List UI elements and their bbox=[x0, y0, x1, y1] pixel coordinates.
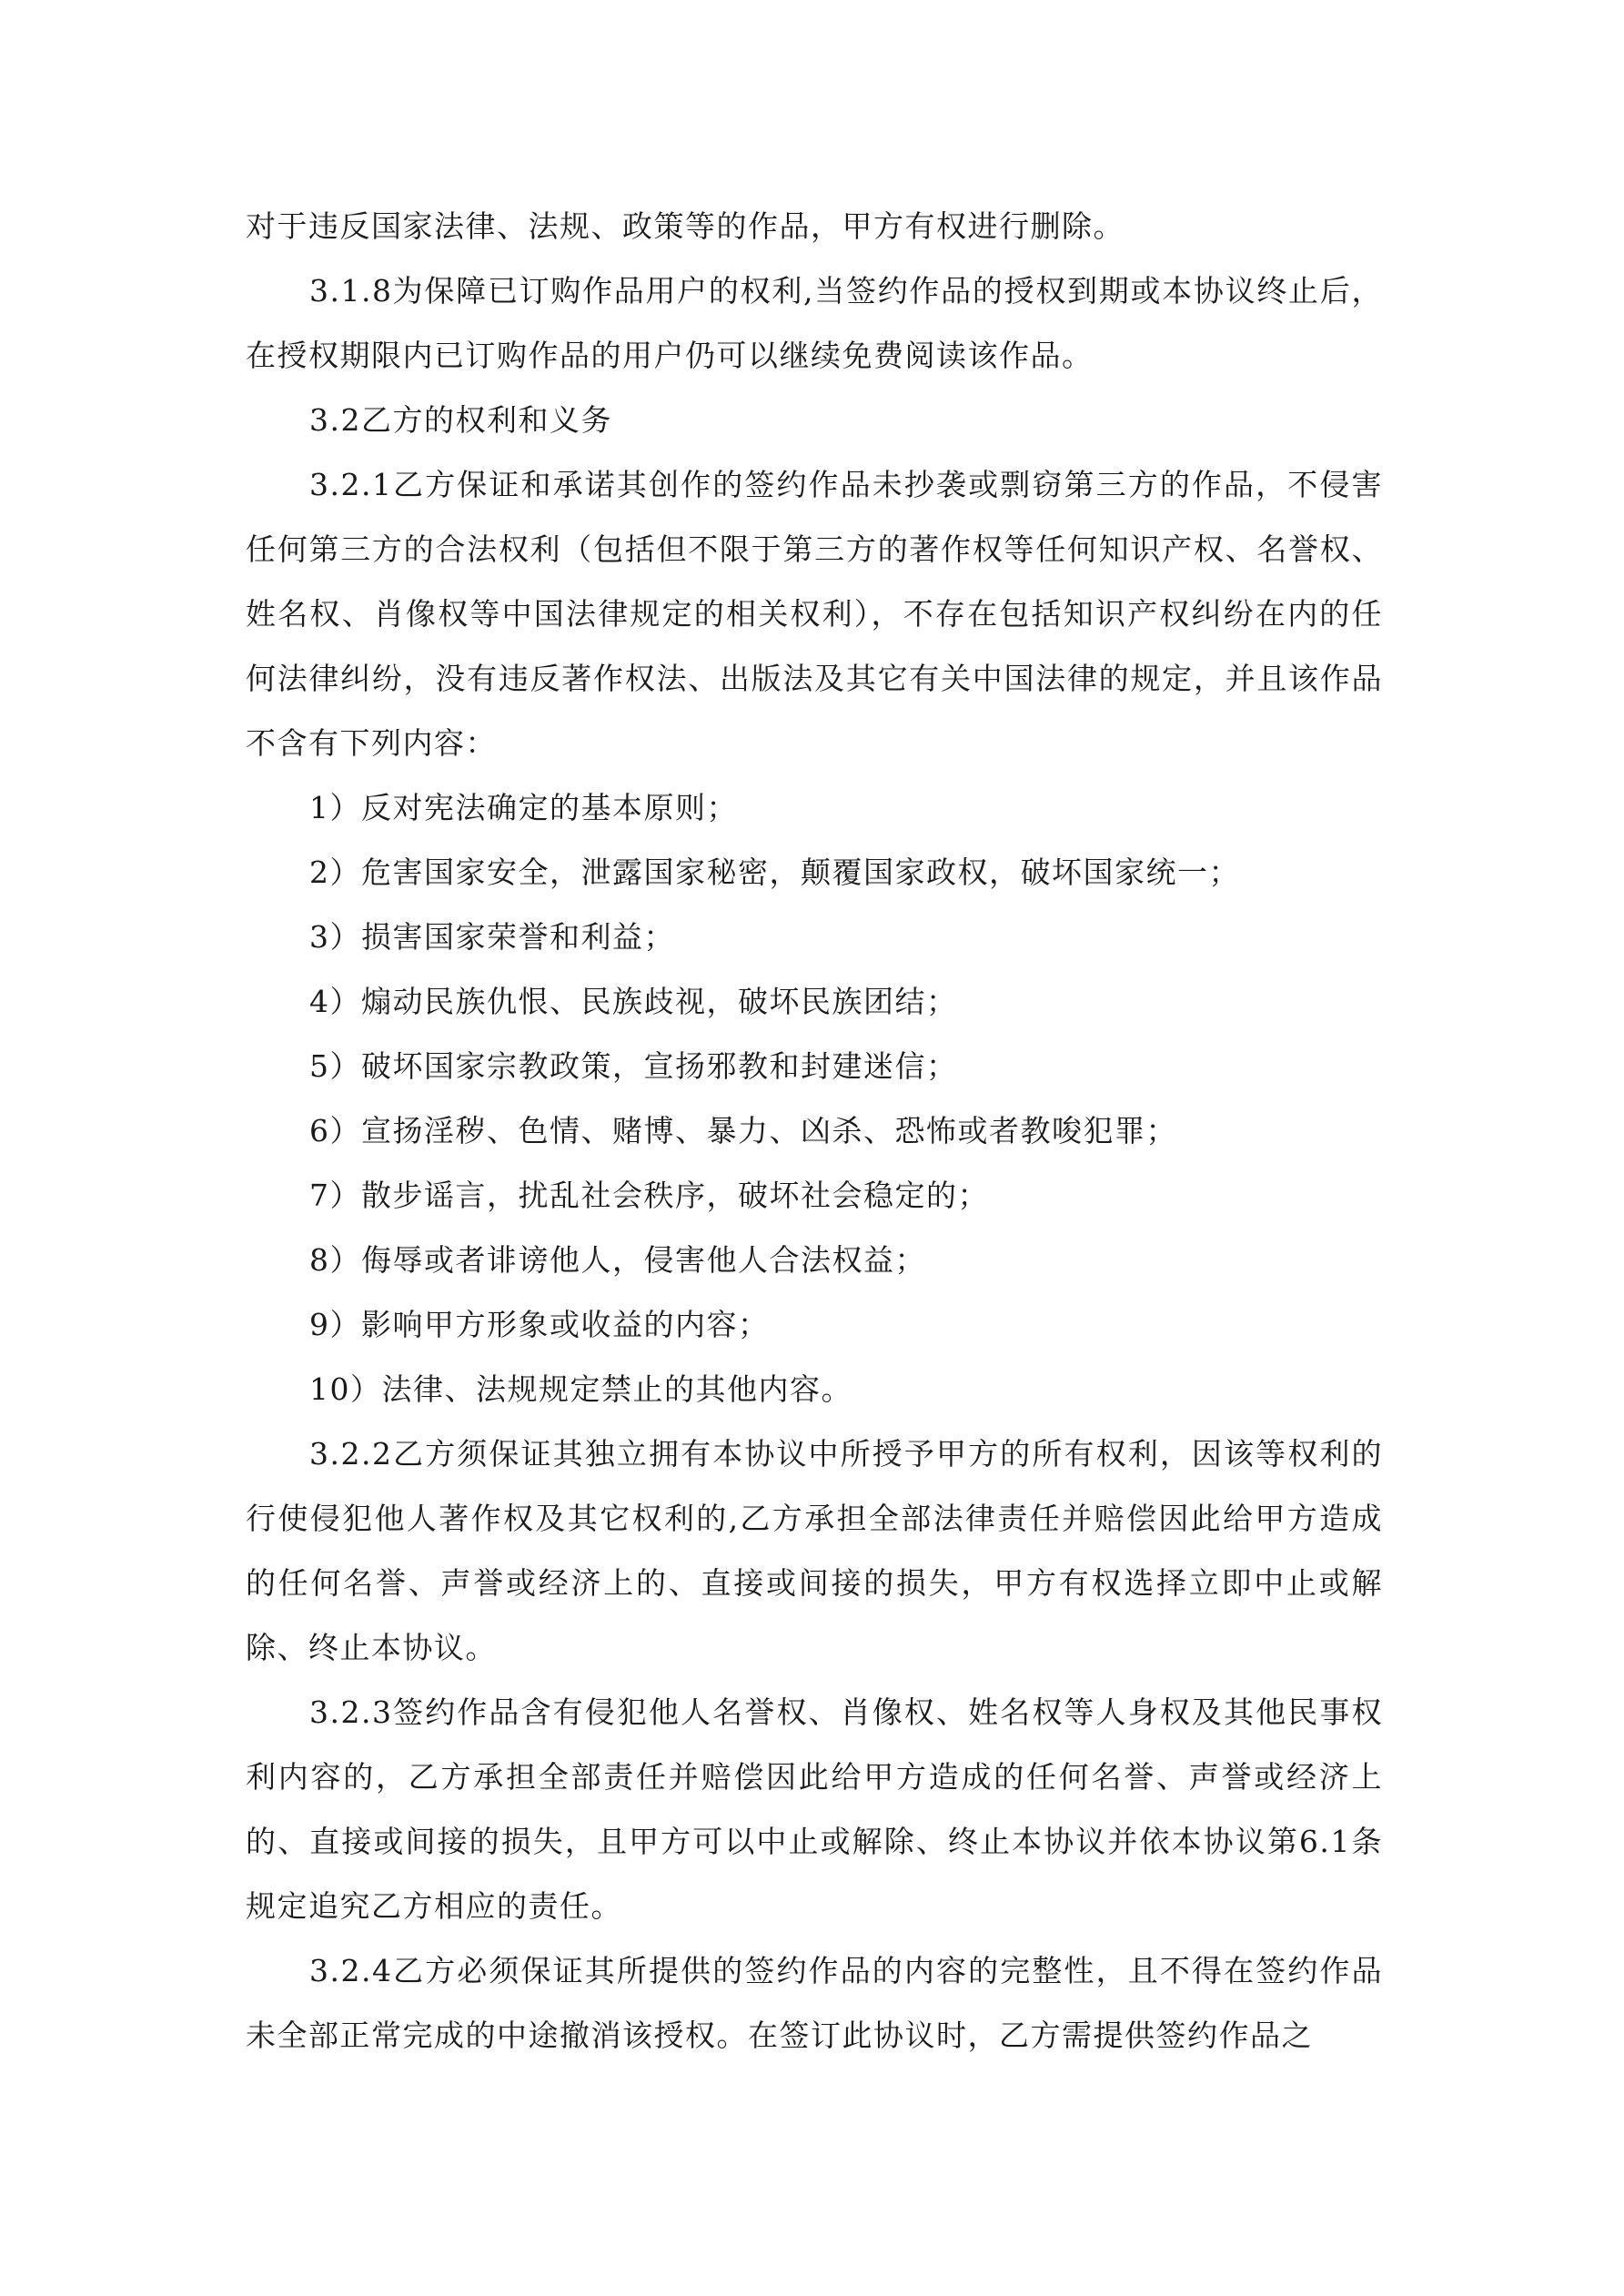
list-item: 10）法律、法规规定禁止的其他内容。 bbox=[309, 1371, 852, 1407]
paragraph: 3.2.2乙方须保证其独立拥有本协议中所授予甲方的所有权利，因该等权利的行使侵犯他人著作权及其它权利的,乙方承担全部法律责任并赔偿因此给甲方造成的任何名誉、声誉或经济上的、直接或间接的损失，甲方有权选择立即中止或解除、终止本协议。 bbox=[246, 1436, 1383, 1665]
list-item: 5）破坏国家宗教政策，宣扬邪教和封建迷信； bbox=[309, 1048, 958, 1084]
paragraph: 3.2.4乙方必须保证其所提供的签约作品的内容的完整性，且不得在签约作品未全部正常完成的中途撤消该授权。在签订此协议时，乙方需提供签约作品之 bbox=[246, 1953, 1383, 2053]
document-body bbox=[246, 194, 1383, 2068]
paragraph: 3.1.8为保障已订购作品用户的权利,当签约作品的授权到期或本协议终止后，在授权期限内已订购作品的用户仍可以继续免费阅读该作品。 bbox=[246, 273, 1383, 373]
paragraph: 3.2.3签约作品含有侵犯他人名誉权、肖像权、姓名权等人身权及其他民事权利内容的，乙方承担全部责任并赔偿因此给甲方造成的任何名誉、声誉或经济上的、直接或间接的损失，且甲方可以中止或解除、终止本协议并依本协议第6.1条规定追究乙方相应的责任。 bbox=[246, 1694, 1383, 1924]
list-item: 6）宣扬淫秽、色情、赌博、暴力、凶杀、恐怖或者教唆犯罪； bbox=[309, 1113, 1177, 1148]
list-item: 4）煽动民族仇恨、民族歧视，破坏民族团结； bbox=[309, 984, 958, 1019]
section-heading: 3.2乙方的权利和义务 bbox=[309, 402, 612, 438]
list-item: 1）反对宪法确定的基本原则； bbox=[309, 790, 738, 825]
list-item: 3）损害国家荣誉和利益； bbox=[309, 919, 675, 955]
paragraph: 对于违反国家法律、法规、政策等的作品，甲方有权进行删除。 bbox=[246, 208, 1125, 244]
list-item: 9）影响甲方形象或收益的内容； bbox=[309, 1307, 770, 1342]
list-item: 7）散步谣言，扰乱社会秩序，破坏社会稳定的； bbox=[309, 1178, 989, 1213]
list-item: 2）危害国家安全，泄露国家秘密，颠覆国家政权，破坏国家统一； bbox=[309, 855, 1240, 890]
paragraph: 3.2.1乙方保证和承诺其创作的签约作品未抄袭或剽窃第三方的作品，不侵害任何第三方的合法权利（包括但不限于第三方的著作权等任何知识产权、名誉权、姓名权、肖像权等中国法律规定的相关权利），不存在包括知识产权纠纷在内的任何法律纠纷，没有违反著作权法、出版法及其它有关中国法律的规定，并且该作品不含有下列内容： bbox=[246, 467, 1383, 761]
list-item: 8）侮辱或者诽谤他人，侵害他人合法权益； bbox=[309, 1242, 926, 1278]
